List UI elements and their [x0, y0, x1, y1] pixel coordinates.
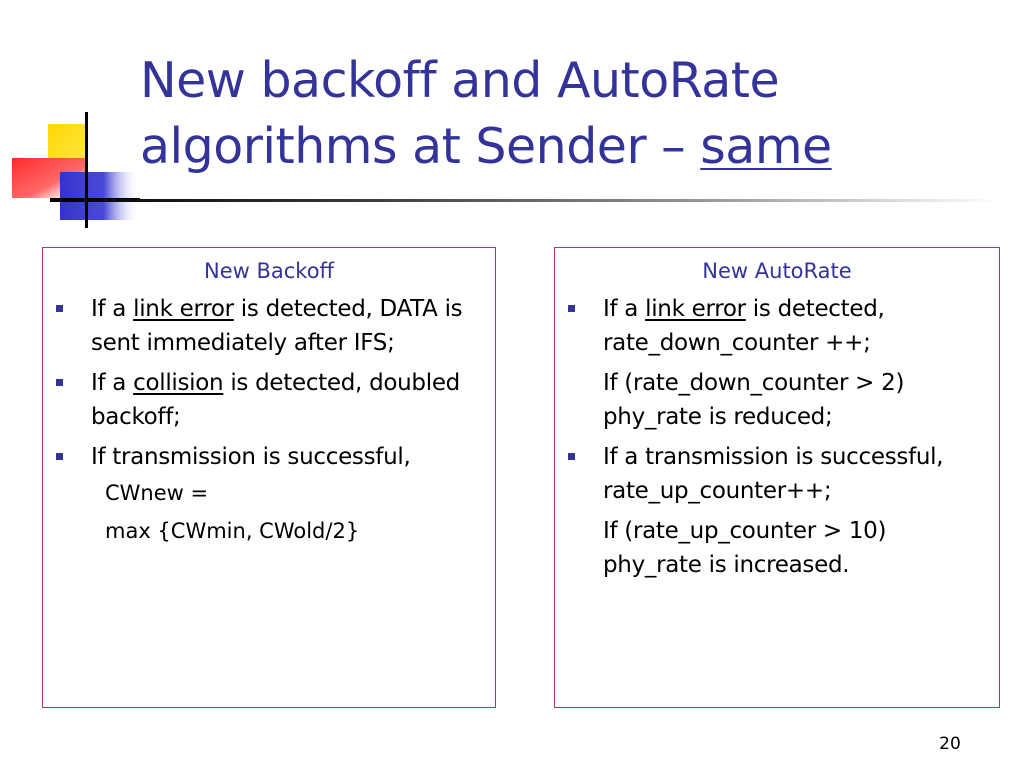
new-autorate-heading: New AutoRate: [702, 259, 852, 283]
cwnew-formula-line-1: CWnew =: [105, 481, 209, 505]
title-line-1: New backoff and AutoRate: [140, 52, 780, 109]
item-text-underlined: link error: [645, 296, 746, 322]
logo-vertical-line: [85, 112, 88, 228]
item-continuation: If (rate_up_counter > 10) phy_rate is increased.: [603, 518, 887, 578]
slide-logo-decoration: [0, 0, 140, 230]
item-continuation: If (rate_down_counter > 2) phy_rate is reduced;: [603, 370, 905, 430]
list-item: [43, 366, 495, 434]
list-item: [555, 292, 999, 360]
item-text-post: is detected, rate_down_counter ++;: [603, 296, 885, 356]
cwnew-formula-line-2: max {CWmin, CWold/2}: [105, 519, 360, 543]
square-bullet-icon: [56, 453, 63, 460]
slide-title: [140, 48, 1000, 180]
logo-blue-square: [60, 172, 140, 220]
square-bullet-icon: [568, 453, 575, 460]
item-text-post: is detected, doubled backoff;: [91, 370, 460, 430]
item-text-pre: If a: [91, 296, 134, 322]
square-bullet-icon: [56, 305, 63, 312]
new-backoff-box: [42, 247, 496, 708]
item-text: If transmission is successful,: [91, 444, 411, 470]
item-text-pre: If a: [603, 296, 646, 322]
title-underlined-word: same: [700, 118, 832, 175]
square-bullet-icon: [568, 305, 575, 312]
list-item: [43, 440, 495, 474]
item-text-underlined: collision: [133, 370, 224, 396]
list-item: [555, 440, 999, 508]
list-item: [43, 292, 495, 360]
page-number: 20: [939, 734, 961, 754]
new-backoff-heading: New Backoff: [203, 259, 335, 283]
item-text-pre: If a: [91, 370, 134, 396]
item-text: If a transmission is successful, rate_up_counter++;: [603, 444, 944, 504]
new-autorate-box: [554, 247, 1000, 708]
item-text-post: is detected, DATA is sent immediately after IFS;: [91, 296, 463, 356]
title-line-2-prefix: algorithms at Sender –: [140, 118, 701, 175]
title-divider: [50, 199, 1000, 202]
square-bullet-icon: [56, 379, 63, 386]
item-text-underlined: link error: [133, 296, 234, 322]
